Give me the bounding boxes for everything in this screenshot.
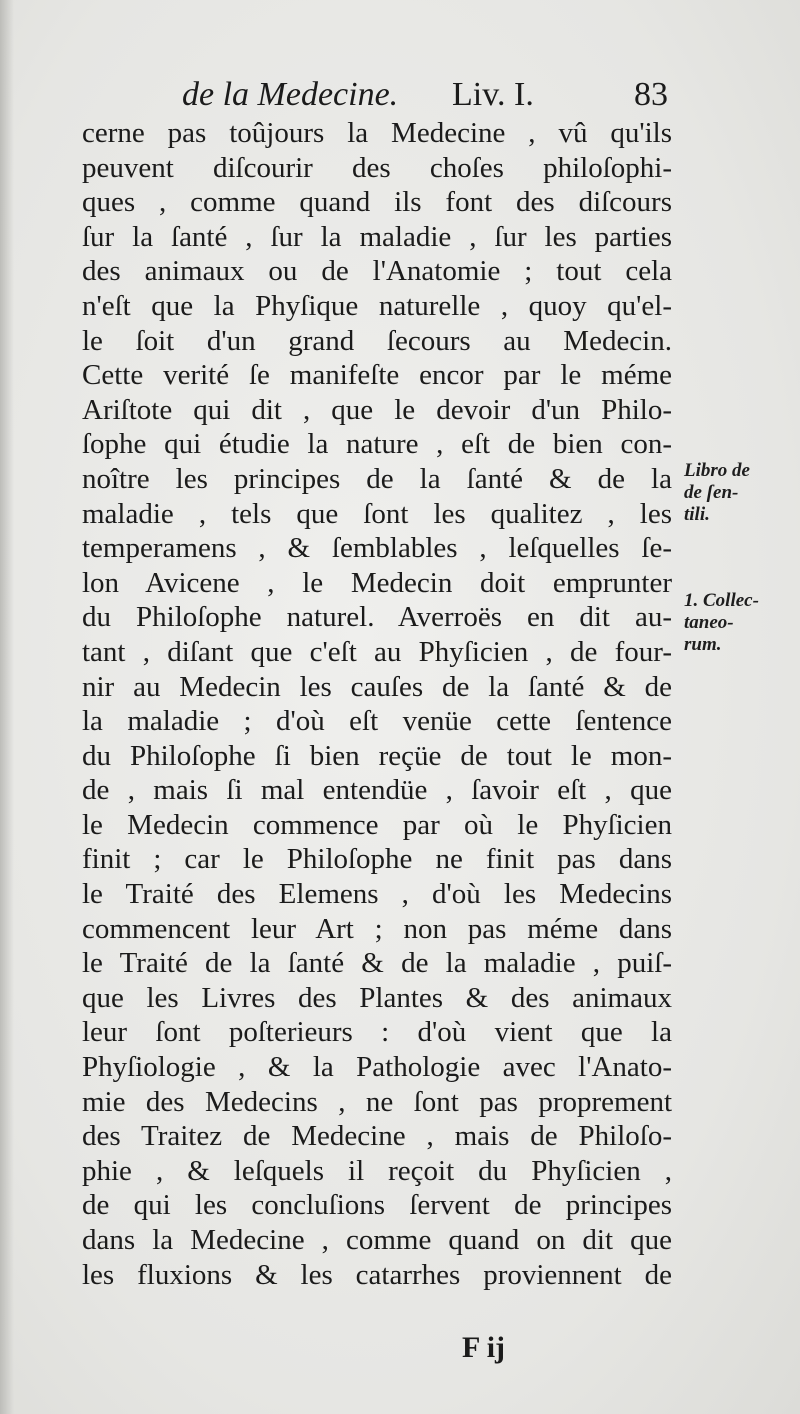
text-line: Ariſtote qui dit , que le devoir d'un Philo- xyxy=(82,393,672,426)
text-line: de qui les concluſions ſervent de principes xyxy=(82,1189,672,1222)
margin-note-line: de ſen- xyxy=(684,482,739,503)
signature-mark: F ij xyxy=(462,1331,506,1364)
text-line: ſur la ſanté , ſur la maladie , ſur les parties xyxy=(82,220,672,253)
text-line: noître les principes de la ſanté & de la xyxy=(82,462,672,495)
text-line: leur ſont poſterieurs : d'où vient que la xyxy=(82,1016,672,1049)
text-line: le Traité des Elemens , d'où les Medecins xyxy=(82,878,672,911)
running-head xyxy=(182,74,668,116)
text-line: la maladie ; d'où eſt venüe cette ſentence xyxy=(82,705,672,738)
text-line: temperamens , & ſemblables , leſquelles ſe- xyxy=(82,532,672,565)
text-line: tant , diſant que c'eſt au Phyſicien , de four- xyxy=(82,635,672,668)
running-head-book: Liv. I. xyxy=(452,76,534,113)
text-line: ſophe qui étudie la nature , eſt de bien con- xyxy=(82,428,672,461)
text-line: Phyſiologie , & la Pathologie avec l'Anato- xyxy=(82,1051,672,1084)
margin-note-line: taneo- xyxy=(684,612,734,633)
text-line: dans la Medecine , comme quand on dit que xyxy=(82,1224,672,1256)
text-line: phie , & leſquels il reçoit du Phyſicien , xyxy=(82,1154,672,1187)
page-number: 83 xyxy=(634,76,668,113)
text-line: du Philoſophe ſi bien reçüe de tout le mon- xyxy=(82,739,672,772)
text-line: que les Livres des Plantes & des animaux xyxy=(82,981,672,1014)
margin-note-line: tili. xyxy=(684,504,710,525)
margin-note-libro xyxy=(684,460,750,526)
text-line: de , mais ſi mal entendüe , ſavoir eſt , que xyxy=(82,774,672,807)
text-line: maladie , tels que ſont les qualitez , les xyxy=(82,497,672,530)
text-line: peuvent diſcourir des choſes philoſophi- xyxy=(82,151,672,184)
text-line: le Medecin commence par où le Phyſicien xyxy=(82,808,672,841)
text-line: cerne pas toûjours la Medecine , vû qu'ils xyxy=(82,117,672,149)
margin-note-line: Libro de xyxy=(684,460,750,481)
text-line: des Traitez de Medecine , mais de Philoſo- xyxy=(82,1120,672,1153)
text-line: commencent leur Art ; non pas méme dans xyxy=(82,912,672,945)
margin-note-line: rum. xyxy=(684,634,722,655)
body-text xyxy=(82,116,672,1292)
text-line: mie des Medecins , ne ſont pas proprement xyxy=(82,1085,672,1118)
margin-note-line: 1. Collec- xyxy=(684,590,759,611)
text-line: les fluxions & les catarrhes proviennent de xyxy=(82,1258,672,1291)
margin-note-collectaneorum xyxy=(684,590,759,656)
running-head-title: de la Medecine. xyxy=(182,76,399,113)
text-line: lon Avicene , le Medecin doit emprunter xyxy=(82,566,672,599)
text-line: le Traité de la ſanté & de la maladie , puiſ- xyxy=(82,947,672,980)
text-line: du Philoſophe naturel. Averroës en dit au- xyxy=(82,601,672,634)
text-line: Cette verité ſe manifeſte encor par le méme xyxy=(82,359,672,392)
text-line: nir au Medecin les cauſes de la ſanté & de xyxy=(82,670,672,703)
text-line: finit ; car le Philoſophe ne finit pas dans xyxy=(82,843,672,876)
text-line: le ſoit d'un grand ſecours au Medecin. xyxy=(82,324,672,357)
text-line: ques , comme quand ils font des diſcours xyxy=(82,186,672,219)
page-gutter-shadow xyxy=(0,0,14,1414)
text-line: des animaux ou de l'Anatomie ; tout cela xyxy=(82,255,672,288)
text-line: n'eſt que la Phyſique naturelle , quoy qu'el- xyxy=(82,289,672,322)
